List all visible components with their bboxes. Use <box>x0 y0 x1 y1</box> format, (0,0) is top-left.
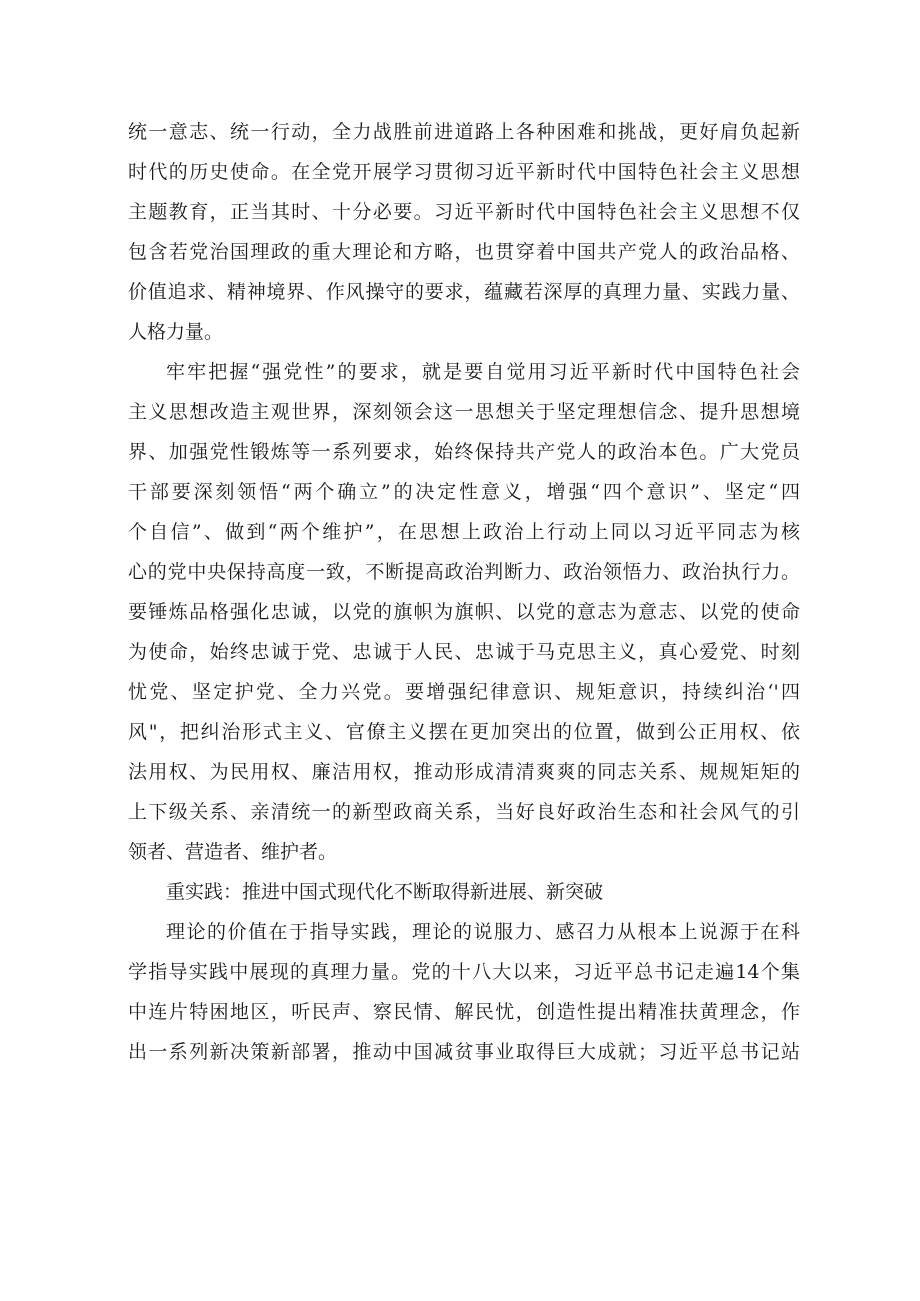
text-line: 主义思想改造主观世界，深刻领会这一思想关于坚定理想信念、提升思想境 <box>128 401 800 423</box>
text-line: 中连片特困地区，听民声、察民情、解民忧，创造性提出精准扶黄理念，作 <box>128 1001 800 1023</box>
paragraph-3 <box>128 912 800 1072</box>
heading-line: 重实践：推进中国式现代化不断取得新进展、新突破 <box>166 881 604 903</box>
text-line: 理论的价值在于指导实践，理论的说服力、感召力从根本上说源于在科 <box>166 921 800 943</box>
text-line: 个自信”、做到“两个维护”，在思想上政治上行动上同以习近平同志为核 <box>128 521 800 543</box>
text-line: 干部要深刻领悟“两个确立”的决定性意义，增强“四个意识”、坚定“四 <box>128 481 800 503</box>
text-line: 统一意志、统一行动，全力战胜前进道路上各种困难和挑战，更好肩负起新 <box>128 121 800 143</box>
text-line: 界、加强党性锻炼等一系列要求，始终保持共产党人的政治本色。广大党员 <box>128 441 800 463</box>
text-line: 时代的历史使命。在全党开展学习贯彻习近平新时代中国特色社会主义思想 <box>128 161 800 183</box>
text-line: 忧党、坚定护党、全力兴党。要增强纪律意识、规矩意识，持续纠治‘'四 <box>128 681 800 703</box>
text-line: 风"，把纠治形式主义、官僚主义摆在更加突出的位置，做到公正用权、依 <box>128 721 800 743</box>
text-line: 价值追求、精神境界、作风操守的要求，蕴藏若深厚的真理力量、实践力量、 <box>128 281 800 303</box>
text-line: 领者、营造者、维护者。 <box>128 841 338 863</box>
text-line: 法用权、为民用权、廉洁用权，推动形成清清爽爽的同志关系、规规矩矩的 <box>128 761 800 783</box>
text-line: 主题教育，正当其时、十分必要。习近平新时代中国特色社会主义思想不仅 <box>128 201 800 223</box>
text-line: 学指导实践中展现的真理力量。党的十八大以来，习近平总书记走遍14个集 <box>128 961 800 983</box>
text-line: 上下级关系、亲清统一的新型政商关系，当好良好政治生态和社会风气的引 <box>128 801 800 823</box>
text-line: 心的党中央保持高度一致，不断提高政治判断力、政治领悟力、政治执行力。 <box>128 561 800 583</box>
text-line: 牢牢把握“强党性”的要求，就是要自觉用习近平新时代中国特色社会 <box>166 361 800 383</box>
text-line: 为使命，始终忠诚于党、忠诚于人民、忠诚于马克思主义，真心爱党、时刻 <box>128 641 800 663</box>
document-body <box>128 112 800 1072</box>
paragraph-1 <box>128 112 800 352</box>
section-heading <box>128 872 800 912</box>
text-line: 人格力量。 <box>128 321 224 343</box>
text-line: 包含若党治国理政的重大理论和方略，也贯穿着中国共产党人的政治品格、 <box>128 241 800 263</box>
paragraph-2 <box>128 352 800 872</box>
text-line: 要锤炼品格强化忠诚，以党的旗帜为旗帜、以党的意志为意志、以党的使命 <box>128 601 800 623</box>
text-line: 出一系列新决策新部署，推动中国减贫事业取得巨大成就；习近平总书记站 <box>128 1041 800 1063</box>
